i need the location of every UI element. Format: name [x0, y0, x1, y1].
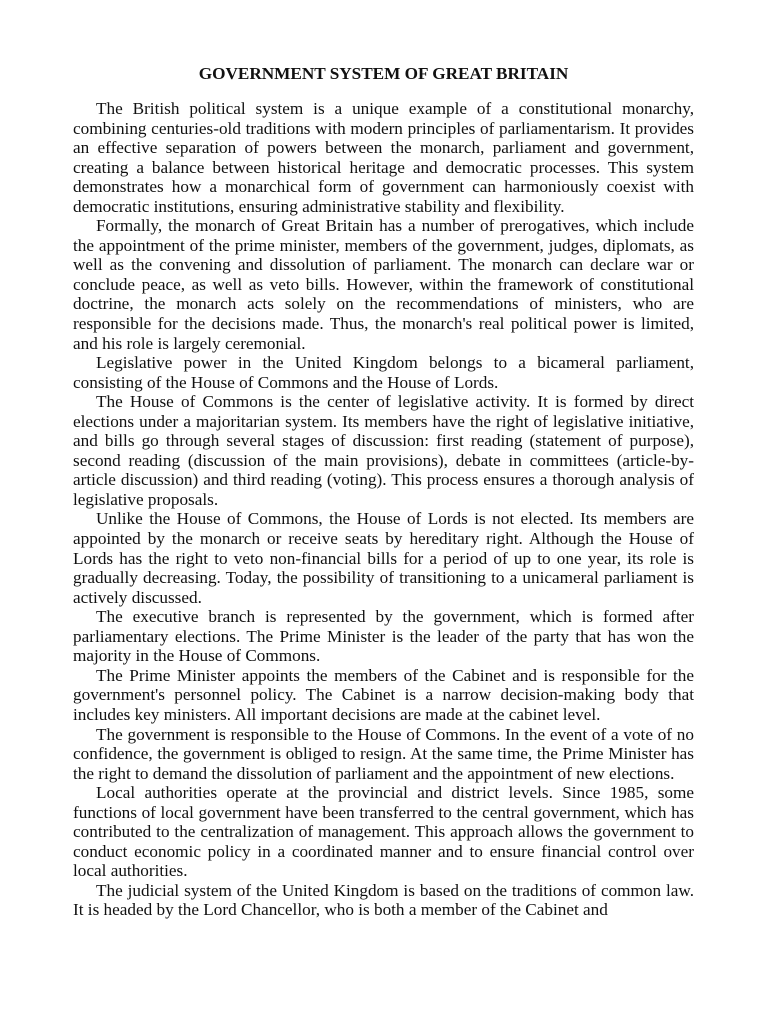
paragraph-5: Unlike the House of Commons, the House of Lords is not elected. Its members are appointed by the monarch or receive seats by hereditary right. Although the House of Lords has the right to veto non-financial bills for a period of up to one year, its role is gradually decreasing. Today, the possibility of transitioning to a unicameral parliament is actively discussed.	[73, 509, 694, 607]
paragraph-6: The executive branch is represented by the government, which is formed after parliamentary elections. The Prime Minister is the leader of the party that has won the majority in the House of Commons.	[73, 607, 694, 666]
paragraph-2: Formally, the monarch of Great Britain has a number of prerogatives, which include the appointment of the prime minister, members of the government, judges, diplomats, as well as the convening and dissolution of parliament. The monarch can declare war or conclude peace, as well as veto bills. However, within the framework of constitutional doctrine, the monarch acts solely on the recommendations of ministers, who are responsible for the decisions made. Thus, the monarch's real political power is limited, and his role is largely ceremonial.	[73, 216, 694, 353]
paragraph-4: The House of Commons is the center of legislative activity. It is formed by direct elections under a majoritarian system. Its members have the right of legislative initiative, and bills go through several stages of discussion: first reading (statement of purpose), second reading (discussion of the main provisions), debate in committees (article-by-article discussion) and third reading (voting). This process ensures a thorough analysis of legislative proposals.	[73, 392, 694, 509]
paragraph-3: Legislative power in the United Kingdom belongs to a bicameral parliament, consisting of the House of Commons and the House of Lords.	[73, 353, 694, 392]
paragraph-8: The government is responsible to the House of Commons. In the event of a vote of no confidence, the government is obliged to resign. At the same time, the Prime Minister has the right to demand the dissolution of parliament and the appointment of new elections.	[73, 724, 694, 783]
paragraph-9: Local authorities operate at the provincial and district levels. Since 1985, some functions of local government have been transferred to the central government, which has contributed to the centralization of management. This approach allows the government to conduct economic policy in a coordinated manner and to ensure financial control over local authorities.	[73, 783, 694, 881]
document-title: GOVERNMENT SYSTEM OF GREAT BRITAIN	[198, 64, 569, 83]
paragraph-7: The Prime Minister appoints the members of the Cabinet and is responsible for the government's personnel policy. The Cabinet is a narrow decision-making body that includes key ministers. All important decisions are made at the cabinet level.	[73, 665, 694, 724]
document-page	[73, 64, 694, 920]
paragraph-1: The British political system is a unique example of a constitutional monarchy, combining centuries-old traditions with modern principles of parliamentarism. It provides an effective separation of powers between the monarch, parliament and government, creating a balance between historical heritage and democratic processes. This system demonstrates how a monarchical form of government can harmoniously coexist with democratic institutions, ensuring administrative stability and flexibility.	[73, 99, 694, 216]
paragraph-10: The judicial system of the United Kingdom is based on the traditions of common law. It is headed by the Lord Chancellor, who is both a member of the Cabinet and	[73, 880, 694, 920]
